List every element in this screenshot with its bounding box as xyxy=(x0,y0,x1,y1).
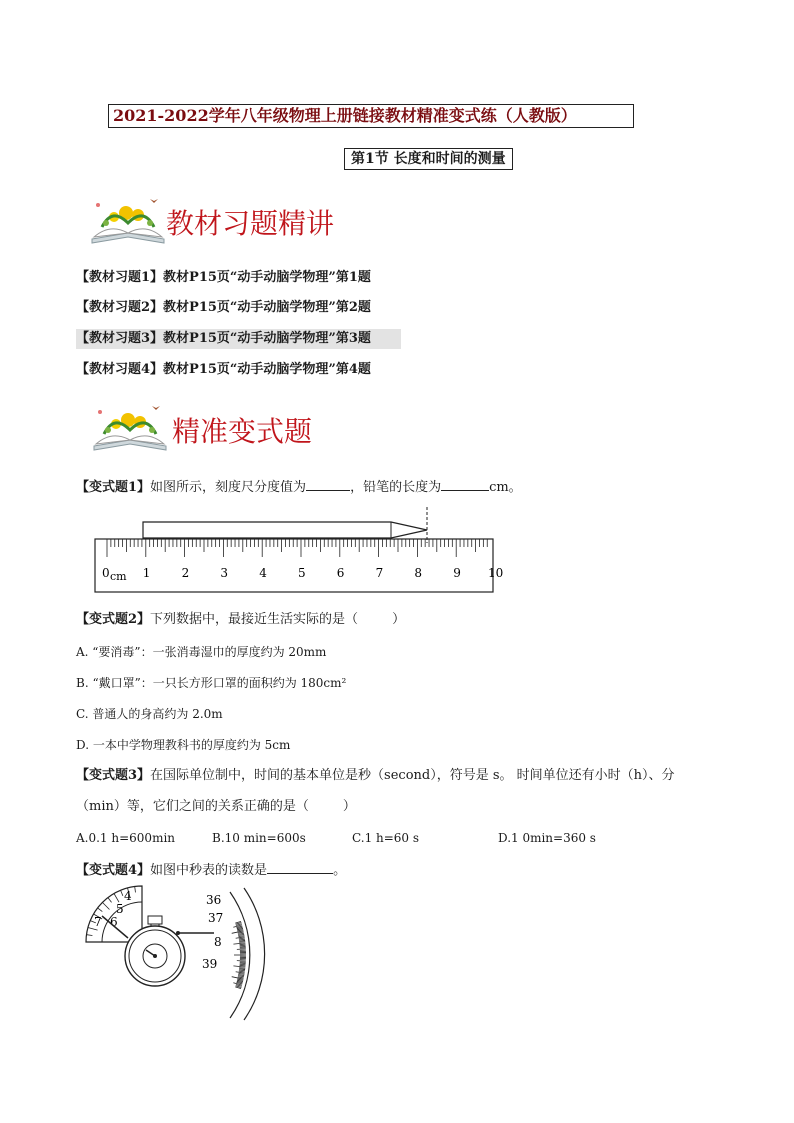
dial-label-38: 38 xyxy=(212,949,214,950)
textbook-exercise-4: 【教材习题4】教材P15页“动手动脑学物理”第4题 xyxy=(76,362,371,377)
option-a[interactable]: A. “要消毒”：一张消毒湿巾的厚度约为 20mm xyxy=(76,645,327,659)
ruler-label-2: 2 xyxy=(181,566,190,580)
dial-tick xyxy=(240,965,246,966)
question-1 xyxy=(76,476,522,498)
question-2-text: 下列数据中，最接近生活实际的是（ xyxy=(150,612,359,627)
dial-tick xyxy=(239,971,245,972)
dial-label-39: 39 xyxy=(202,957,218,971)
ruler-label-7: 7 xyxy=(375,566,384,580)
banner-variant-title: 精准变式题 xyxy=(172,415,313,448)
dial-tick xyxy=(239,968,245,969)
question-3-continued xyxy=(76,797,736,817)
dial-tick xyxy=(239,970,245,971)
dial-label-37: 37 xyxy=(208,911,224,925)
dial-label-7: 7 xyxy=(94,915,102,929)
ruler-label-6: 6 xyxy=(336,566,345,580)
dial-label-8: 8 xyxy=(214,935,222,949)
question-2-close: ） xyxy=(392,612,406,627)
question-1-text-b: ，铅笔的长度为 xyxy=(350,480,442,495)
dial-tick xyxy=(240,945,246,946)
question-4-label: 【变式题4】 xyxy=(76,863,151,878)
option-d[interactable]: D.1 0min=360 s xyxy=(498,831,596,845)
question-4 xyxy=(76,859,346,881)
question-3-close: ） xyxy=(342,799,356,814)
section-title: 第1节 长度和时间的测量 xyxy=(344,148,513,170)
dial-label-4: 4 xyxy=(124,889,132,903)
banner-textbook-title: 教材习题精讲 xyxy=(166,207,335,240)
ruler-label-3: 3 xyxy=(220,566,229,580)
question-1-label: 【变式题1】 xyxy=(76,480,151,495)
document-title: 2021-2022学年八年级物理上册链接教材精准变式练（人教版） xyxy=(108,104,634,128)
dial-tick xyxy=(238,973,244,974)
ruler-label-5: 5 xyxy=(298,566,306,580)
dial-tick xyxy=(239,940,245,941)
question-3-label: 【变式题3】 xyxy=(76,768,151,783)
ruler-label-unit: cm xyxy=(110,570,127,583)
answer-blank[interactable] xyxy=(267,859,333,874)
dial-label-36: 36 xyxy=(206,893,222,907)
answer-blank[interactable] xyxy=(306,476,350,491)
question-1-text-c: cm。 xyxy=(489,480,522,495)
option-d[interactable]: D. 一本中学物理教科书的厚度约为 5cm xyxy=(76,738,291,752)
question-2 xyxy=(76,610,405,630)
option-b[interactable]: B. “戴口罩”：一只长方形口罩的面积约为 180cm² xyxy=(76,676,347,690)
pencil xyxy=(143,522,427,538)
question-4-text: 如图中秒表的读数是 xyxy=(150,863,268,878)
book-flower-icon xyxy=(90,400,170,452)
question-3-line-1: 在国际单位制中，时间的基本单位是秒（second），符号是 s。 时间单位还有小时（h）、分 xyxy=(150,768,675,783)
question-1-text-a: 如图所示，刻度尺分度值为 xyxy=(150,480,307,495)
ruler-label-9: 9 xyxy=(453,566,461,580)
stopwatch-figure xyxy=(84,886,256,1020)
option-c[interactable]: C.1 h=60 s xyxy=(352,831,420,845)
dial-tick xyxy=(240,944,246,945)
question-3 xyxy=(76,766,736,786)
dial-tick xyxy=(239,942,245,943)
option-a[interactable]: A.0.1 h=600min xyxy=(76,831,176,845)
question-4-end: 。 xyxy=(333,863,347,878)
dial-tick xyxy=(239,938,245,939)
book-flower-icon xyxy=(88,193,168,245)
question-3-line-2: （min）等，它们之间的关系正确的是（ xyxy=(76,799,309,814)
ruler-label-8: 8 xyxy=(414,566,423,580)
dial-tick xyxy=(238,934,244,935)
ruler-label-4: 4 xyxy=(259,566,267,580)
answer-blank[interactable] xyxy=(441,476,489,491)
dial-label-6: 6 xyxy=(110,915,118,929)
ruler-label-10: 10 xyxy=(488,566,504,580)
textbook-exercise-1: 【教材习题1】教材P15页“动手动脑学物理”第1题 xyxy=(76,270,371,285)
dial-tick xyxy=(238,936,244,937)
option-c[interactable]: C. 普通人的身高约为 2.0m xyxy=(76,707,223,721)
ruler-pencil-figure xyxy=(94,505,504,595)
dial-tick xyxy=(239,939,245,940)
ruler-label-0: 0 xyxy=(102,566,110,580)
question-2-label: 【变式题2】 xyxy=(76,612,151,627)
dial-tick xyxy=(238,975,244,976)
option-b[interactable]: B.10 min=600s xyxy=(212,831,306,845)
textbook-exercise-2: 【教材习题2】教材P15页“动手动脑学物理”第2题 xyxy=(76,300,371,315)
dial-label-5: 5 xyxy=(116,902,124,916)
ruler-label-1: 1 xyxy=(142,566,151,580)
dial-tick xyxy=(240,964,246,965)
stopwatch-crown xyxy=(148,916,162,924)
textbook-exercise-3: 【教材习题3】教材P15页“动手动脑学物理”第3题 xyxy=(76,329,401,349)
dial-tick xyxy=(239,969,245,970)
